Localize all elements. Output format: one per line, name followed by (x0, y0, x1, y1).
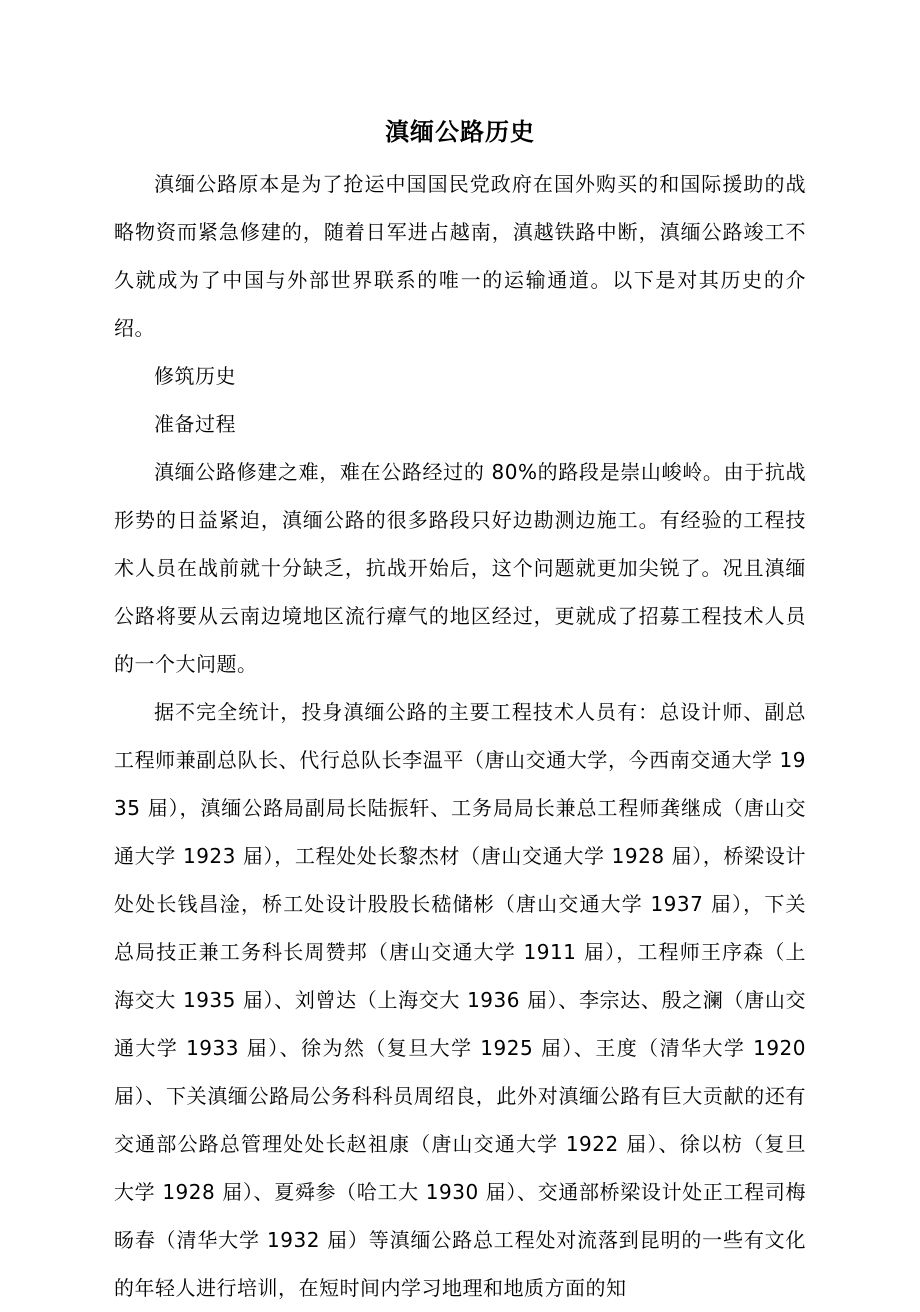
paragraph-construction-difficulty: 滇缅公路修建之难，难在公路经过的 80%的路段是崇山峻岭。由于抗战形势的日益紧迫，滇缅公路的很多路段只好边勘测边施工。有经验的工程技术人员在战前就十分缺乏，抗战开始后，这个问题就更加尖锐了。况且滇缅公路将要从云南边境地区流行瘴气的地区经过，更就成了招募工程技术人员的一个大问题。 (114, 460, 806, 676)
heading-preparation-process: 准备过程 (154, 412, 236, 436)
heading-construction-history: 修筑历史 (154, 364, 236, 388)
document-title: 滇缅公路历史 (385, 118, 535, 146)
paragraph-intro: 滇缅公路原本是为了抢运中国国民党政府在国外购买的和国际援助的战略物资而紧急修建的，随着日军进占越南，滇越铁路中断，滇缅公路竣工不久就成为了中国与外部世界联系的唯一的运输通道。以下是对其历史的介绍。 (114, 172, 806, 340)
paragraph-engineering-personnel: 据不完全统计，投身滇缅公路的主要工程技术人员有：总设计师、副总工程师兼副总队长、代行总队长李温平（唐山交通大学，今西南交通大学 1935 届），滇缅公路局副局长陆振轩、工务局局长兼总工程师龚继成（唐山交通大学 1923 届），工程处处长黎杰材（唐山交通大学 1928 届），桥梁设计处处长钱昌淦，桥工处设计股股长嵇储彬（唐山交通大学 1937 届），下关总局技正兼工务科长周赞邦（唐山交通大学 1911 届），工程师王序森（上海交大 1935 届）、刘曾达（上海交大 1936 届）、李宗达、殷之澜（唐山交通大学 1933 届）、徐为然（复旦大学 1925 届）、王度（清华大学 1920 届）、下关滇缅公路局公务科科员周绍良，此外对滇缅公路有巨大贡献的还有交通部公路总管理处处长赵祖康（唐山交通大学 1922 届）、徐以枋（复旦大学 1928 届）、夏舜参（哈工大 1930 届）、交通部桥梁设计处正工程司梅旸春（清华大学 1932 届）等滇缅公路总工程处对流落到昆明的一些有文化的年轻人进行培训，在短时间内学习地理和地质方面的知 (114, 700, 806, 1300)
